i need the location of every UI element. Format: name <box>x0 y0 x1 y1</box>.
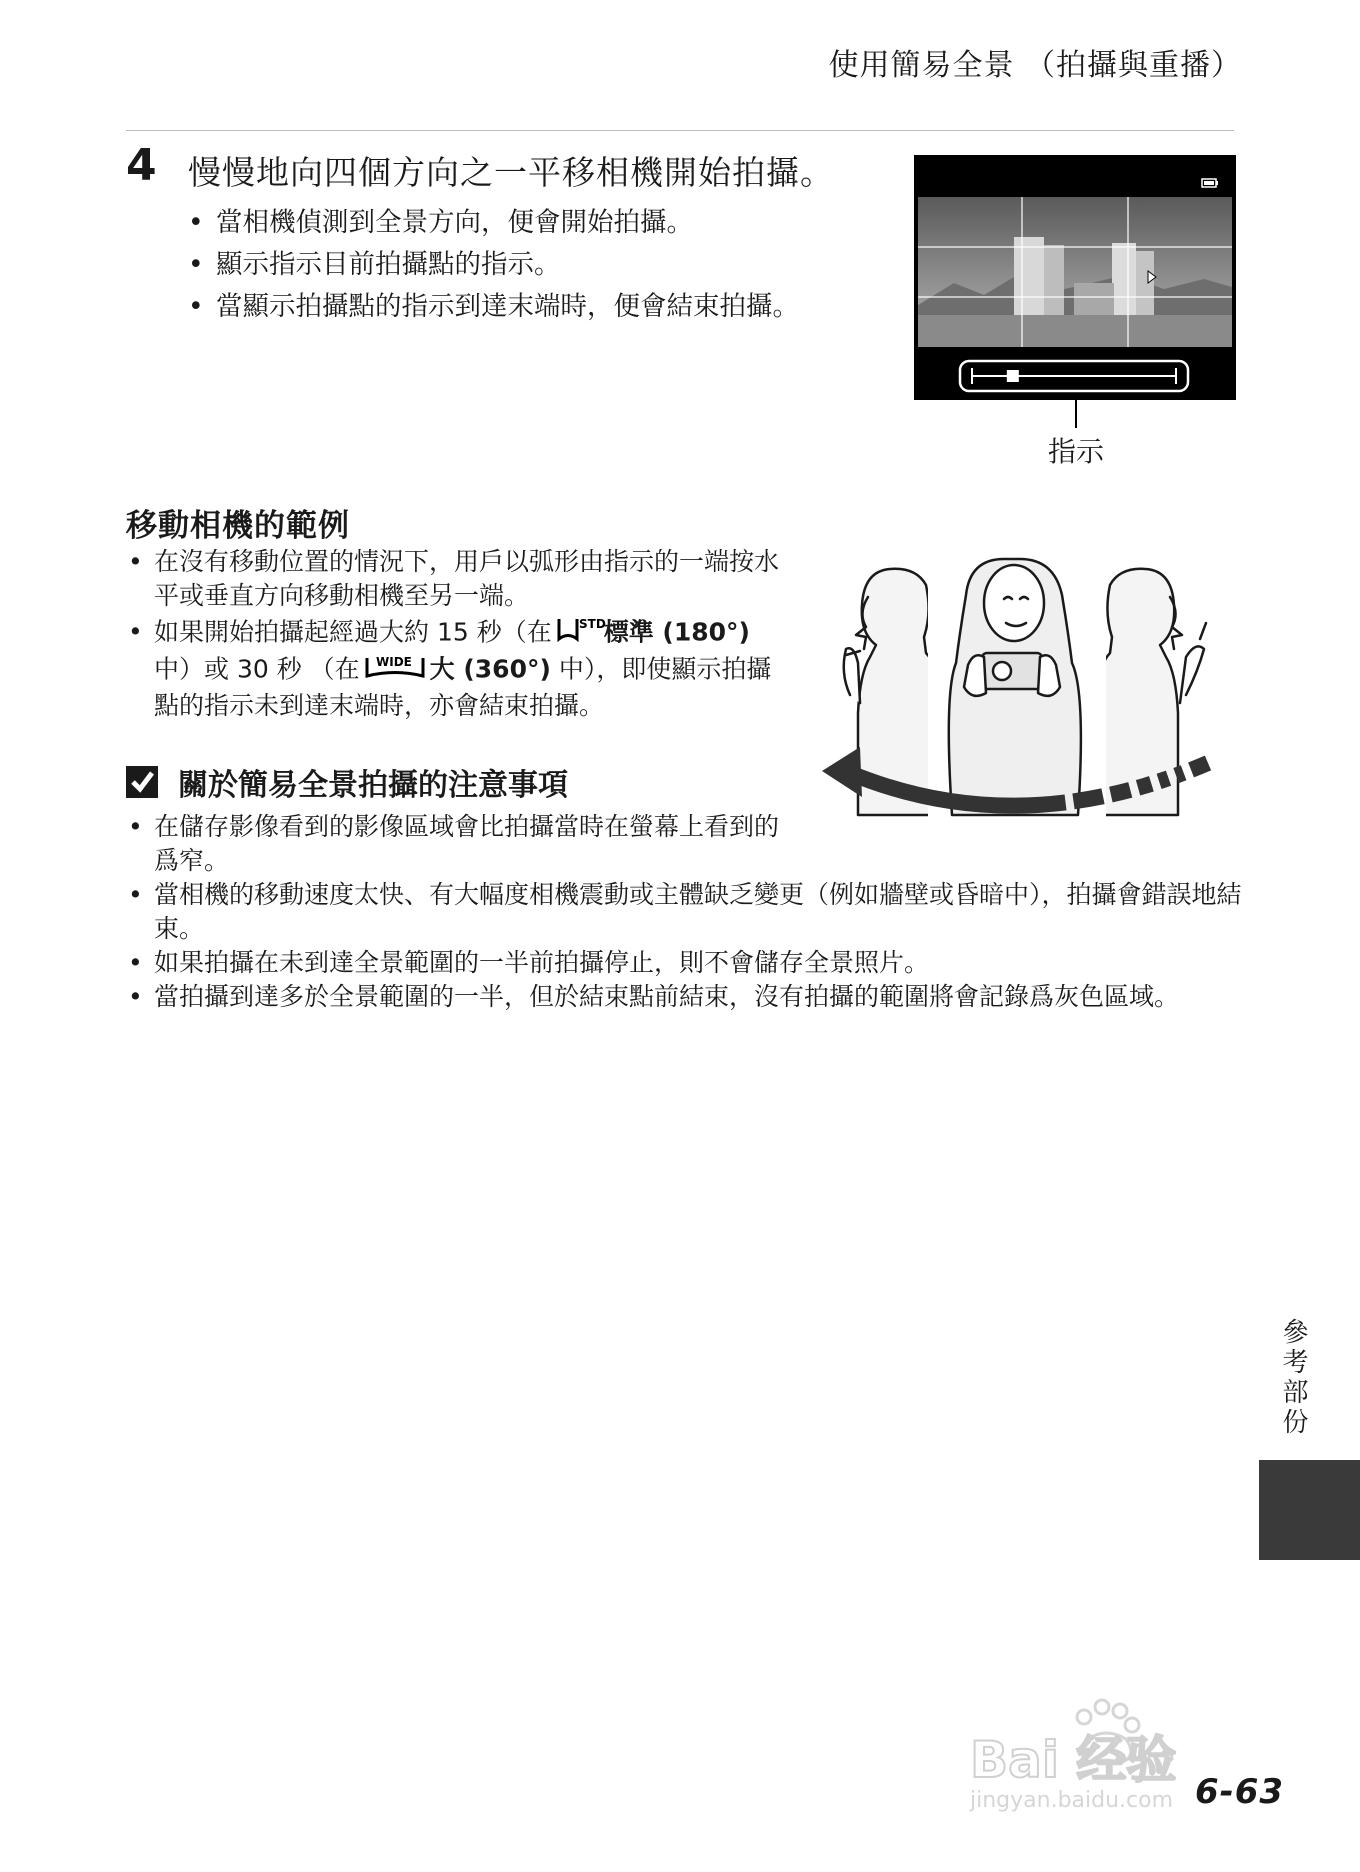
progress-marker <box>1007 370 1019 382</box>
std-panorama-icon <box>556 615 606 652</box>
page-header-title: 使用簡易全景 （拍攝與重播） <box>828 48 1242 83</box>
example-bullet <box>126 615 790 723</box>
indicator-pointer-line <box>1075 400 1077 428</box>
camera-screen-illustration <box>914 155 1236 400</box>
wide-mode-label: 大 (360°) <box>429 654 551 684</box>
example-heading: 移動相機的範例 <box>126 508 350 544</box>
page-number: 6-63 <box>1195 1772 1285 1812</box>
note-bullet: • 如果拍攝在未到達全景範圍的一半前拍攝停止，則不會儲存全景照片。 <box>126 946 1246 980</box>
example-text: 中），即使顯示拍攝點的指示未到達末端時，亦會結束拍攝。 <box>154 654 772 720</box>
example-text: 如果開始拍攝起經過大約 15 秒（在 <box>154 617 552 647</box>
camera-panning-illustration <box>820 553 1220 825</box>
watermark-url: jingyan.baidu.com <box>970 1788 1174 1813</box>
wide-icon-text: WIDE <box>375 655 412 669</box>
std-icon-text: STD <box>578 617 606 631</box>
notes-heading-text: 關於簡易全景拍攝的注意事項 <box>178 768 568 803</box>
example-bullet: • 在沒有移動位置的情況下，用戶以弧形由指示的一端按水平或垂直方向移動相機至另一端。 <box>126 545 790 613</box>
watermark-logo: Bai 经验 <box>970 1731 1177 1789</box>
example-bullet-list <box>126 545 790 725</box>
note-bullet: • 當拍攝到達多於全景範圍的一半，但於結束點前結束，沒有拍攝的範圍將會記錄爲灰色區域。 <box>126 980 1246 1014</box>
section-side-label: 參考部份 <box>1278 1318 1308 1438</box>
indicator-label: 指示 <box>1048 435 1105 468</box>
notes-heading <box>126 760 568 804</box>
note-bullet: • 在儲存影像看到的影像區域會比拍攝當時在螢幕上看到的爲窄。 <box>126 810 790 878</box>
step-bullet-list <box>184 202 799 328</box>
wide-panorama-icon <box>364 652 426 689</box>
step-bullet: • 當顯示拍攝點的指示到達末端時，便會結束拍攝。 <box>184 286 799 328</box>
step-bullet: • 當相機偵測到全景方向，便會開始拍攝。 <box>184 202 799 244</box>
std-mode-label: 標準 (180°) <box>603 617 750 647</box>
note-bullet: • 當相機的移動速度太快、有大幅度相機震動或主體缺乏變更（例如牆壁或昏暗中），拍攝會錯誤地結束。 <box>126 878 1246 946</box>
example-text: 中）或 30 秒 （在 <box>154 654 360 684</box>
step-bullet: • 顯示指示目前拍攝點的指示。 <box>184 244 799 286</box>
section-tab-marker <box>1259 1460 1360 1560</box>
check-mark-icon <box>126 766 158 798</box>
header-divider <box>126 130 1234 131</box>
step-title: 慢慢地向四個方向之一平移相機開始拍攝。 <box>188 153 834 192</box>
notes-bullet-list <box>126 810 1246 1014</box>
step-number: 4 <box>126 140 157 191</box>
